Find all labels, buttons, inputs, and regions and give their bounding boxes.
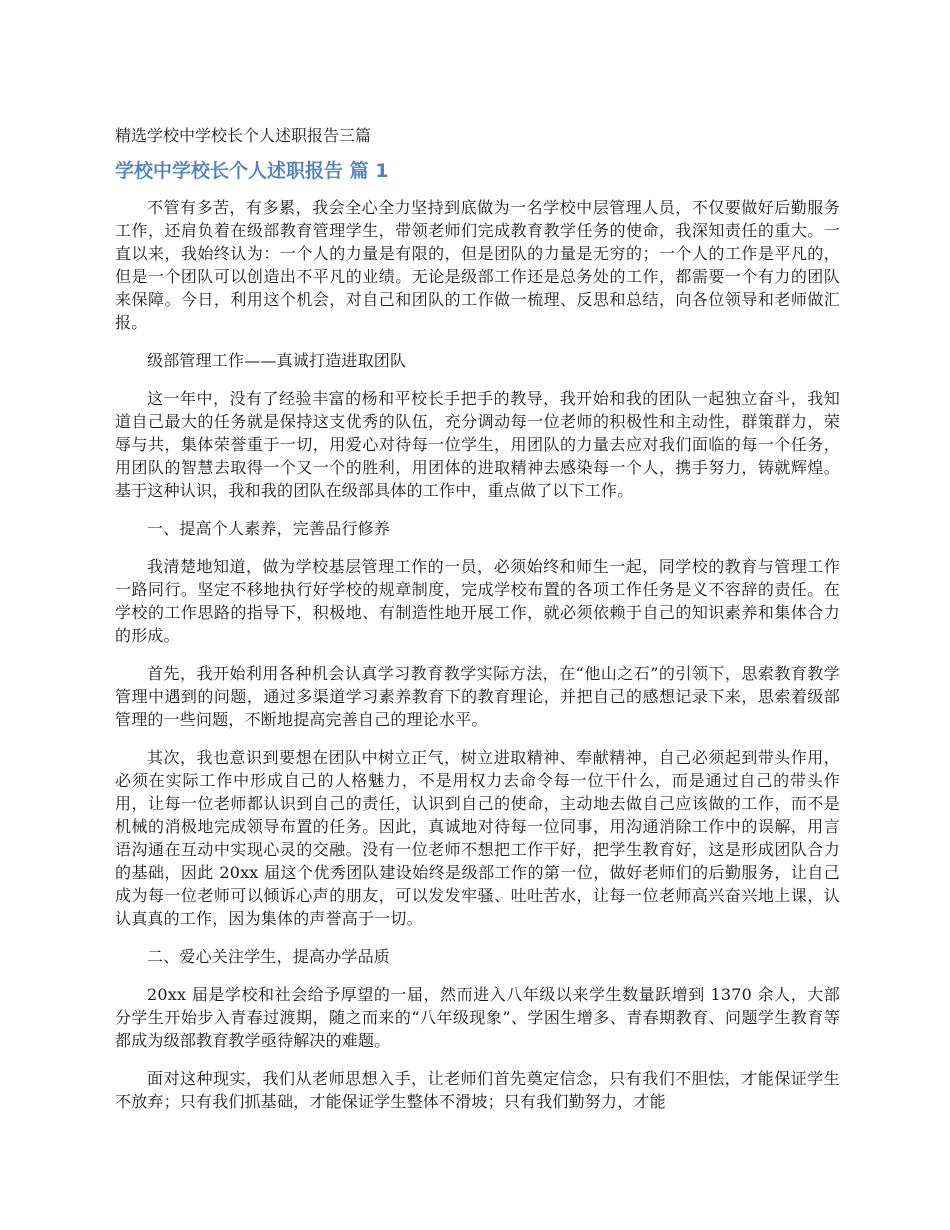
paragraph: 这一年中，没有了经验丰富的杨和平校长手把手的教导，我开始和我的团队一起独立奋斗，我知道自己最大的任务就是保持这支优秀的队伍，充分调动每一位老师的积极性和主动性，群策群力，荣辱与共，集体荣誉重于一切，用爱心对待每一位学生，用团队的力量去应对我们面临的每一个任务，用团队的智慧去取得一个又一个的胜利，用团体的进取精神去感染每一个人，携手努力，铸就辉煌。基于这种认识，我和我的团队在级部具体的工作中，重点做了以下工作。: [115, 389, 840, 500]
section-heading: 学校中学校长个人述职报告 篇 1: [115, 160, 389, 182]
document-title: 精选学校中学校长个人述职报告三篇: [115, 126, 372, 145]
paragraph: 首先，我开始利用各种机会认真学习教育教学实际方法，在“他山之石”的引领下，思索教育教学管理中遇到的问题，通过多渠道学习素养教育下的教育理论，并把自己的感想记录下来，思索着级部管理的一些问题，不断地提高完善自己的理论水平。: [115, 664, 840, 729]
subheading-paragraph: 二、爱心关注学生，提高办学品质: [147, 947, 391, 966]
paragraph: 面对这种现实，我们从老师思想入手，让老师们首先奠定信念，只有我们不胆怯，才能保证学生不放弃；只有我们抓基础，才能保证学生整体不滑坡；只有我们勤努力，才能: [115, 1069, 840, 1111]
paragraph: 20xx 届是学校和社会给予厚望的一届，然而进入八年级以来学生数量跃增到 1370 余人，大部分学生开始步入青春过渡期，随之而来的“八年级现象”、学困生增多、青春期教育、问题学生教育等都成为级部教育教学亟待解决的难题。: [115, 985, 840, 1050]
subheading-paragraph: 一、提高个人素养，完善品行修养: [147, 519, 391, 538]
paragraph: 其次，我也意识到要想在团队中树立正气，树立进取精神、奉献精神，自己必须起到带头作用，必须在实际工作中形成自己的人格魅力，不是用权力去命令每一位干什么，而是通过自己的带头作用，让每一位老师都认识到自己的责任，认识到自己的使命，主动地去做自己应该做的工作，而不是机械的消极地完成领导布置的任务。因此，真诚地对待每一位同事，用沟通消除工作中的误解，用言语沟通在互动中实现心灵的交融。没有一位老师不想把工作干好，把学生教育好，这是形成团队合力的基础，因此 20xx 届这个优秀团队建设始终是级部工作的第一位，做好老师们的后勤服务，让自己成为每一位老师可以倾诉心声的朋友，可以发发牢骚、吐吐苦水，让每一位老师高兴奋兴地上课，认认真真的工作，因为集体的声誉高于一切。: [115, 748, 840, 928]
paragraph: 不管有多苦，有多累，我会全心全力坚持到底做为一名学校中层管理人员，不仅要做好后勤服务工作，还肩负着在级部教育管理学生，带领老师们完成教育教学任务的使命，我深知责任的重大。一直以来，我始终认为：一个人的力量是有限的，但是团队的力量是无穷的；一个人的工作是平凡的，但是一个团队可以创造出不平凡的业绩。无论是级部工作还是总务处的工作，都需要一个有力的团队来保障。今日，利用这个机会，对自己和团队的工作做一梳理、反思和总结，向各位领导和老师做汇报。: [115, 198, 840, 332]
subheading-paragraph: 级部管理工作——真诚打造进取团队: [147, 351, 407, 370]
paragraph: 我清楚地知道，做为学校基层管理工作的一员，必须始终和师生一起，同学校的教育与管理工作一路同行。坚定不移地执行好学校的规章制度，完成学校布置的各项工作任务是义不容辞的责任。在学校的工作思路的指导下，积极地、有制造性地开展工作，就必须依赖于自己的知识素养和集体合力的形成。: [115, 557, 840, 645]
document-page: [115, 124, 840, 1128]
